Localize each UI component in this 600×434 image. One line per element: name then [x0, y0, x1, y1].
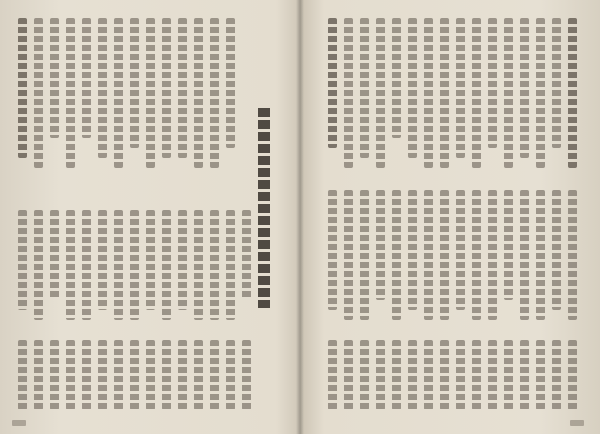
text-column [456, 340, 465, 410]
text-column [34, 340, 43, 410]
text-column [82, 340, 91, 410]
text-column [130, 210, 139, 320]
text-column [50, 210, 59, 300]
text-column [114, 210, 123, 320]
text-column [242, 210, 251, 300]
text-column [536, 190, 545, 320]
text-column [376, 18, 385, 168]
text-column [210, 210, 219, 320]
text-column [242, 340, 251, 410]
text-column [66, 340, 75, 410]
text-column [520, 340, 529, 410]
text-column [392, 340, 401, 410]
text-column [456, 190, 465, 310]
text-column [328, 340, 337, 410]
text-column [98, 340, 107, 410]
text-column [130, 340, 139, 410]
text-column [360, 340, 369, 410]
text-column [162, 18, 171, 158]
book-gutter [296, 0, 304, 434]
text-column [130, 18, 139, 148]
text-column [552, 190, 561, 310]
text-column [50, 18, 59, 138]
text-column [114, 18, 123, 168]
text-column [194, 210, 203, 320]
text-column [408, 190, 417, 310]
text-column [408, 18, 417, 158]
text-column [114, 340, 123, 410]
text-column [210, 18, 219, 168]
text-column [82, 18, 91, 138]
text-column [504, 190, 513, 300]
text-column [360, 18, 369, 158]
text-column [440, 190, 449, 320]
text-column [146, 340, 155, 410]
text-column [18, 340, 27, 410]
text-column [488, 340, 497, 410]
text-column [18, 210, 27, 310]
text-column [194, 18, 203, 168]
text-column [568, 340, 577, 410]
text-column [226, 18, 235, 148]
section-heading [258, 108, 270, 308]
text-column [440, 340, 449, 410]
text-column [408, 340, 417, 410]
text-column [98, 18, 107, 158]
text-column [472, 18, 481, 168]
text-column [360, 190, 369, 320]
text-column [392, 18, 401, 138]
text-column [178, 18, 187, 158]
page-number [570, 420, 584, 426]
text-column [520, 18, 529, 158]
text-column [376, 340, 385, 410]
text-column [456, 18, 465, 158]
text-column [146, 210, 155, 310]
text-column [552, 340, 561, 410]
text-column [504, 18, 513, 168]
text-column [424, 190, 433, 320]
text-column [440, 18, 449, 168]
text-column [488, 18, 497, 148]
right-page [300, 0, 600, 434]
page-number [12, 420, 26, 426]
text-column [146, 18, 155, 168]
text-column [344, 190, 353, 320]
text-column [210, 340, 219, 410]
text-column [392, 190, 401, 320]
text-column [344, 340, 353, 410]
text-column [66, 18, 75, 168]
text-column [34, 210, 43, 320]
text-column [424, 18, 433, 168]
text-column [50, 340, 59, 410]
text-column [226, 340, 235, 410]
text-column [520, 190, 529, 320]
text-column [82, 210, 91, 320]
text-column [178, 340, 187, 410]
text-column [472, 340, 481, 410]
text-column [376, 190, 385, 300]
text-column [98, 210, 107, 310]
text-column [328, 18, 337, 148]
text-column [568, 190, 577, 320]
text-column [568, 18, 577, 168]
text-column [552, 18, 561, 148]
text-column [424, 340, 433, 410]
text-column [488, 190, 497, 320]
text-column [34, 18, 43, 168]
text-column [536, 18, 545, 168]
text-column [226, 210, 235, 320]
text-column [472, 190, 481, 320]
text-column [504, 340, 513, 410]
text-column [328, 190, 337, 310]
text-column [178, 210, 187, 310]
text-column [344, 18, 353, 168]
text-column [162, 340, 171, 410]
text-column [66, 210, 75, 320]
text-column [194, 340, 203, 410]
text-column [18, 18, 27, 158]
text-column [162, 210, 171, 320]
text-column [536, 340, 545, 410]
